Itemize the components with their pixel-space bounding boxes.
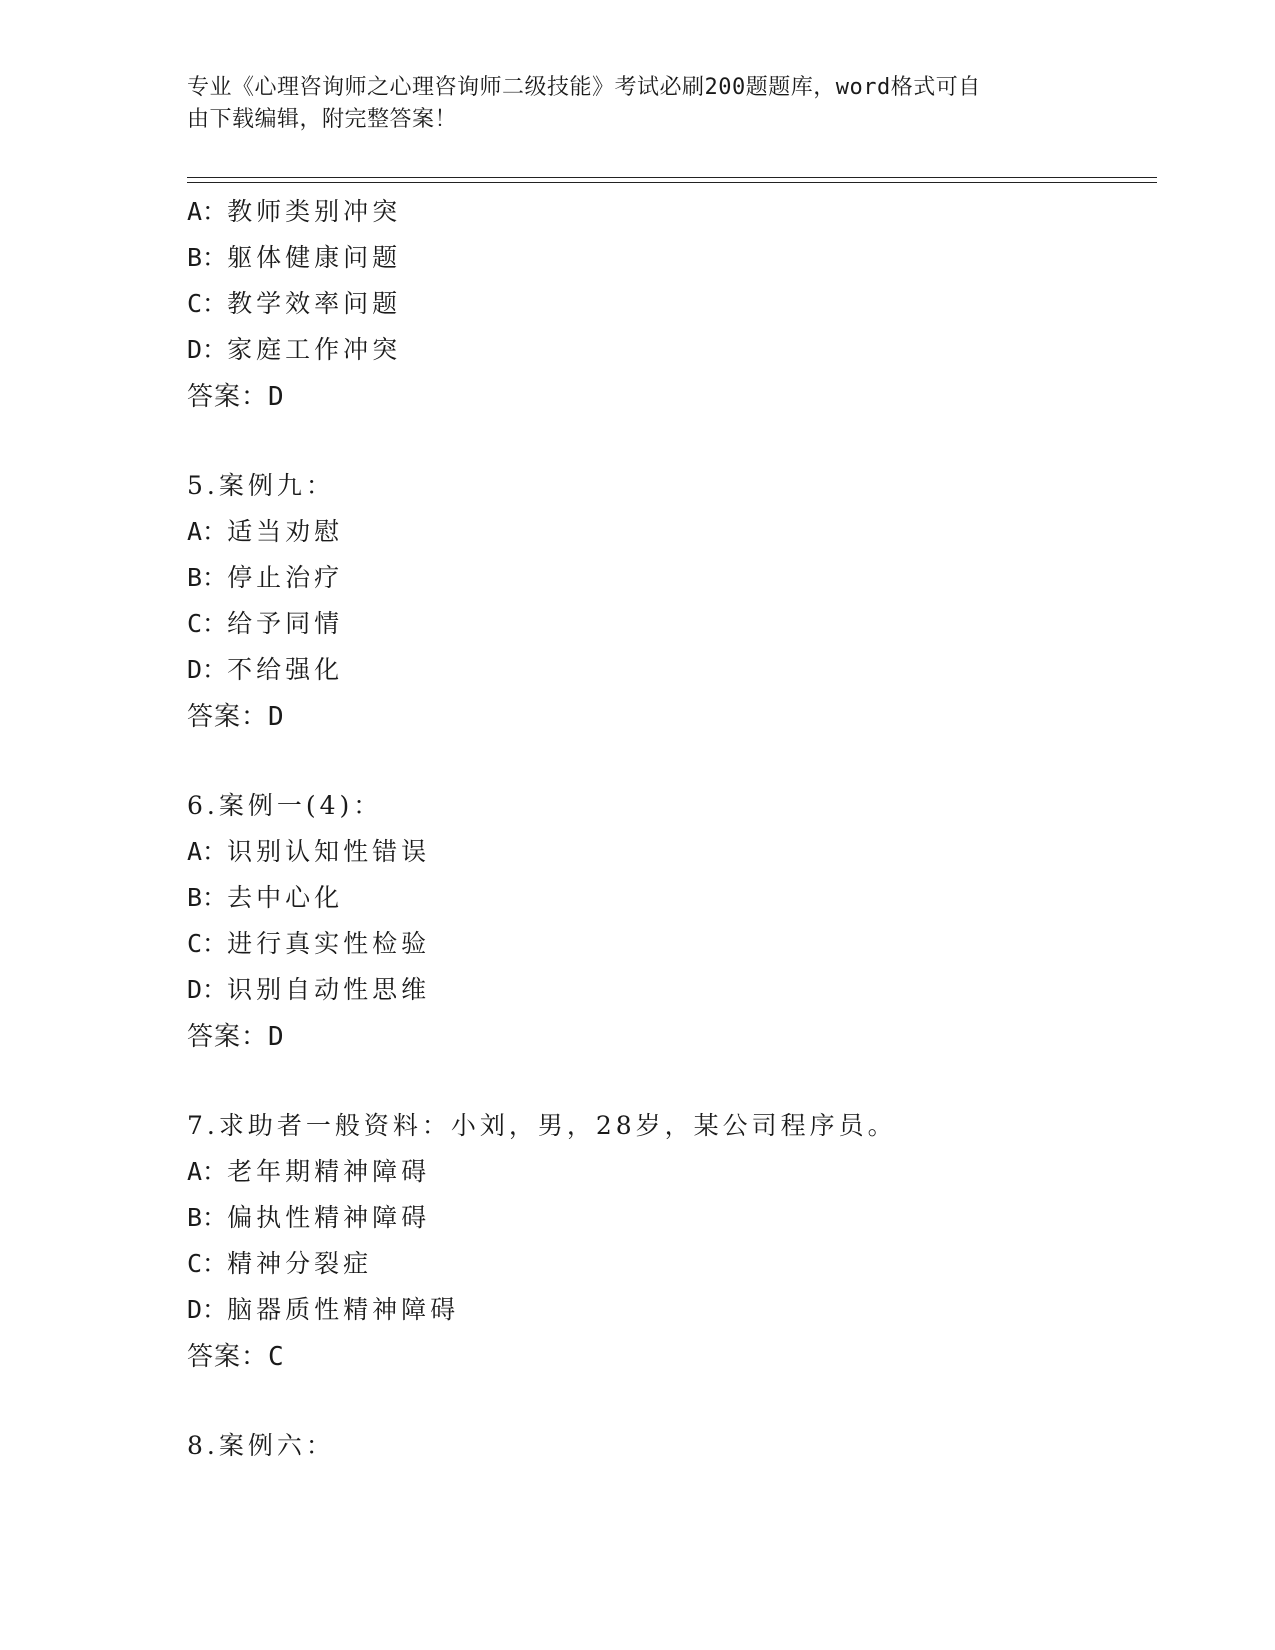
answer-line: 答案：D <box>187 1021 285 1052</box>
option-b: B：停止治疗 <box>187 563 344 592</box>
header-divider-top <box>187 177 1157 178</box>
option-c: C：进行真实性检验 <box>187 929 431 958</box>
option-d: D：识别自动性思维 <box>187 975 431 1004</box>
header-line-2: 由下载编辑，附完整答案！ <box>187 107 458 132</box>
header-line-1: 专业《心理咨询师之心理咨询师二级技能》考试必刷200题题库，word格式可自 <box>187 75 981 100</box>
option-a: A：识别认知性错误 <box>187 837 431 866</box>
question-stem: 5.案例九： <box>187 471 335 500</box>
option-c: C：教学效率问题 <box>187 289 402 318</box>
question-stem: 8.案例六： <box>187 1431 335 1460</box>
header-divider-bottom <box>187 182 1157 183</box>
question-block-5 <box>187 463 1157 739</box>
document-header <box>187 72 1067 136</box>
option-a: A：教师类别冲突 <box>187 197 402 226</box>
option-c: C：给予同情 <box>187 609 344 638</box>
answer-line: 答案：C <box>187 1341 285 1372</box>
option-d: D：家庭工作冲突 <box>187 335 402 364</box>
option-a: A：老年期精神障碍 <box>187 1157 431 1186</box>
question-list <box>187 189 1157 1469</box>
option-b: B：躯体健康问题 <box>187 243 402 272</box>
question-stem: 7.求助者一般资料：小刘，男，28岁，某公司程序员。 <box>187 1111 897 1140</box>
answer-line: 答案：D <box>187 701 285 732</box>
option-d: D：不给强化 <box>187 655 344 684</box>
question-block-8 <box>187 1423 1157 1469</box>
question-block-7 <box>187 1103 1157 1379</box>
answer-line: 答案：D <box>187 381 285 412</box>
question-stem: 6.案例一(4)： <box>187 791 383 820</box>
option-b: B：去中心化 <box>187 883 344 912</box>
question-block-4 <box>187 189 1157 419</box>
option-d: D：脑器质性精神障碍 <box>187 1295 460 1324</box>
question-block-6 <box>187 783 1157 1059</box>
option-a: A：适当劝慰 <box>187 517 344 546</box>
option-c: C：精神分裂症 <box>187 1249 373 1278</box>
option-b: B：偏执性精神障碍 <box>187 1203 431 1232</box>
